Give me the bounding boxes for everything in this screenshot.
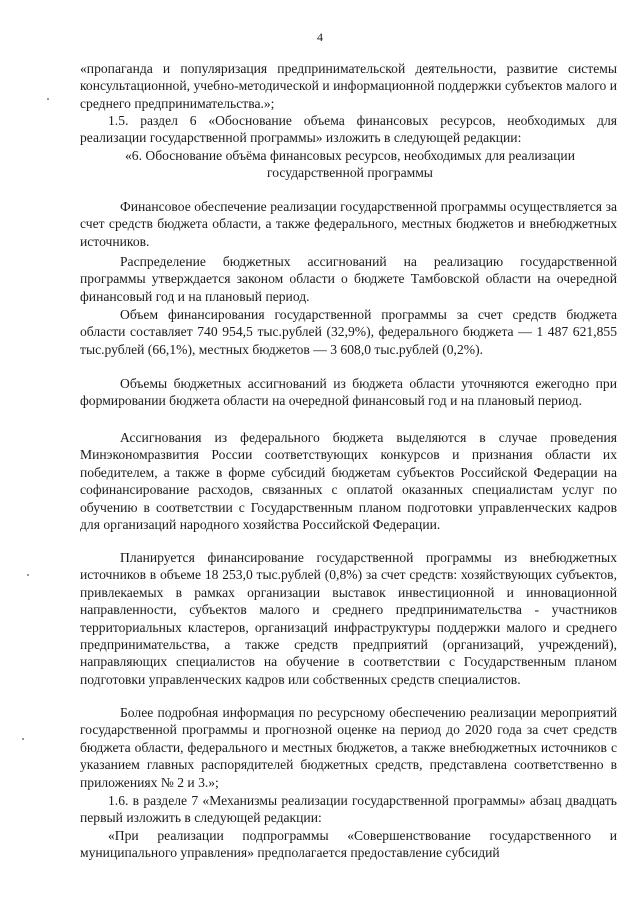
paragraph-annual-refinement: Объемы бюджетных ассигнований из бюджета области уточняются ежегодно при формировании бюджета области на очередной финансовый год и на плановый период. <box>80 376 617 409</box>
scan-speck <box>47 98 49 100</box>
paragraph-extrabudgetary: Планируется финансирование государственной программы из внебюджетных источников в объеме 18 253,0 тыс.рублей (0,8%) за счет средств: хозяйствующих субъектов, привлекаемых в рамках организации выставок инвестиционной и инновационной направленности, субъектов малого и среднего предпринимательства - участников территориальных кластеров, организаций инфраструктуры поддержки малого и среднего предпринимательства, а также средств предприятий (организаций, учреждений), направляющих специалистов на обучение в соответствии с Государственным планом подготовки управленческих кадров или собственных средств специалистов. <box>80 550 617 687</box>
paragraph-item-1-6: 1.6. в разделе 7 «Механизмы реализации государственной программы» абзац двадцать первый изложить в следующей редакции: <box>80 793 617 826</box>
paragraph-funding-sources: Финансовое обеспечение реализации государственной программы осуществляется за счет средств бюджета области, а также федерального, местных бюджетов и внебюджетных источников. <box>80 199 617 249</box>
scan-speck <box>27 574 29 576</box>
paragraph-item-1-5: 1.5. раздел 6 «Обоснование объема финансовых ресурсов, необходимых для реализации государственной программы» изложить в следующей редакции: <box>80 113 617 146</box>
paragraph-budget-allocation: Распределение бюджетных ассигнований на реализацию государственной программы утверждается законом области о бюджете Тамбовской области на очередной финансовый год и на плановый период. <box>80 254 617 304</box>
paragraph-federal-allocations: Ассигнования из федерального бюджета выделяются в случае проведения Минэкономразвития России соответствующих конкурсов и признания области их победителем, а также в форме субсидий бюджетам субъектов Российской Федерации на софинансирование расходов, связанных с оплатой оказанных специалистам услуг по обучению в соответствии с Государственным планом подготовки управленческих кадров для организаций народного хозяйства Российской Федерации. <box>80 430 617 533</box>
paragraph-funding-volume: Объем финансирования государственной программы за счет средств бюджета области составляет 740 954,5 тыс.рублей (32,9%), федерального бюджета — 1 487 621,855 тыс.рублей (66,1%), местных бюджетов — 3 608,0 тыс.рублей (0,2%). <box>80 307 617 357</box>
scan-speck <box>22 738 24 740</box>
paragraph-quote-end: «пропаганда и популяризация предпринимательской деятельности, развитие системы консультационной, учебно-методической и информационной поддержки субъектов малого и среднего предпринимательства.»; <box>80 61 617 111</box>
paragraph-subprogram-quote: «При реализации подпрограммы «Совершенствование государственного и муниципального управления» предполагается предоставление субсидий <box>80 828 617 861</box>
paragraph-more-info: Более подробная информация по ресурсному обеспечению реализации мероприятий государственной программы и прогнозной оценке на период до 2020 года за счет средств бюджета области, федерального и местных бюджетов, а также внебюджетных источников с указанием главных распорядителей бюджетных средств, представлена соответственно в приложениях № 2 и 3.»; <box>80 705 617 790</box>
page-number: 4 <box>317 30 323 44</box>
section-heading: «6. Обоснование объёма финансовых ресурсов, необходимых для реализации государственной программы <box>124 148 575 181</box>
